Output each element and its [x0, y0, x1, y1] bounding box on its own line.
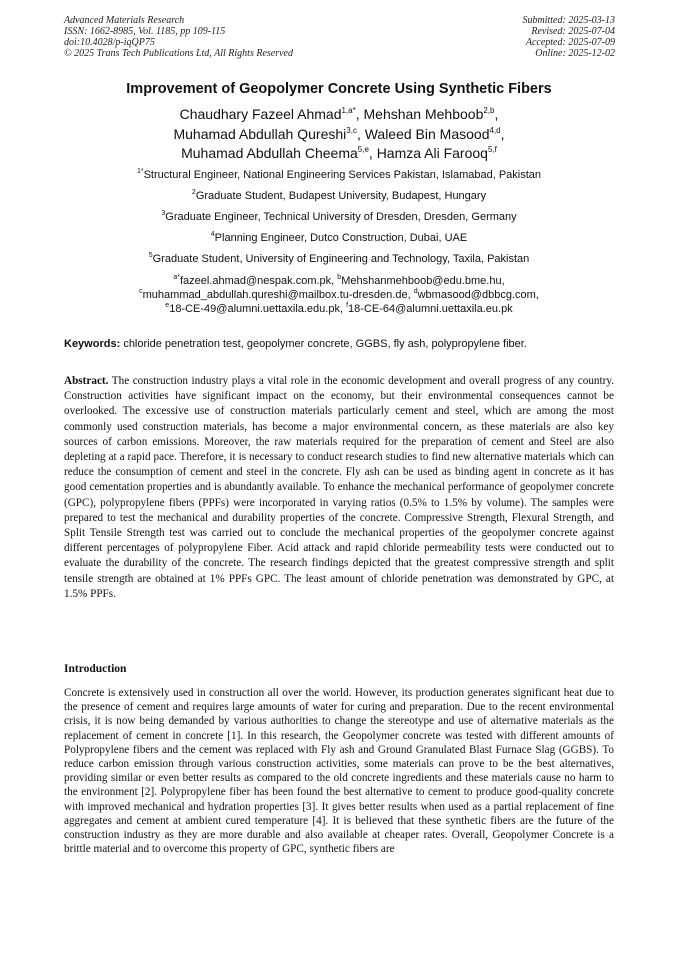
email-list	[0, 274, 678, 316]
affiliation-list	[0, 167, 678, 272]
author-name: Chaudhary Fazeel Ahmad	[179, 106, 342, 122]
email-link[interactable]: wbmasood@dbbcg.com,	[417, 289, 539, 301]
email-link[interactable]: Mehshanmehboob@edu.bme.hu,	[341, 275, 505, 287]
issn-line: ISSN: 1662-8985, Vol. 1185, pp 109-115	[64, 26, 226, 37]
affiliation-4	[0, 230, 678, 251]
email-line-1	[0, 274, 678, 288]
keywords	[64, 337, 624, 351]
affiliation-3	[0, 209, 678, 230]
journal-header-right	[523, 15, 616, 59]
author-line-2: Muhamad Abdullah Qureshi$^{3,c}$, Waleed Bin Masood$^{4,d}$,	[173, 125, 505, 142]
revised-date: Revised: 2025-07-04	[531, 26, 615, 37]
author-affil-mark: 5,f	[487, 145, 497, 154]
paper-title: Improvement of Geopolymer Concrete Using Synthetic Fibers	[126, 81, 552, 97]
email-line-2	[0, 288, 678, 302]
author-affil-mark: 4,d	[489, 125, 501, 135]
email-link[interactable]: 18-CE-49@alumni.uettaxila.edu.pk,	[169, 303, 344, 315]
section-heading-introduction: Introduction	[64, 663, 127, 675]
author-name: Muhamad Abdullah Qureshi	[173, 125, 347, 142]
abstract	[64, 374, 614, 602]
affiliation-mark: 4	[210, 231, 215, 238]
author-affil-mark: 3,c	[346, 125, 357, 135]
email-mark: c	[139, 288, 143, 295]
author-name: Waleed Bin Masood	[364, 125, 490, 142]
email-line-3	[0, 302, 678, 316]
email-mark: a*	[173, 274, 180, 281]
journal-name: Advanced Materials Research	[64, 15, 185, 26]
email-mark: f	[346, 302, 349, 309]
affiliation-text: Planning Engineer, Dutco Construction, Dubai, UAE	[214, 232, 468, 244]
affiliation-5	[0, 251, 678, 272]
affiliation-text: Structural Engineer, National Engineering Services Pakistan, Islamabad, Pakistan	[143, 169, 542, 181]
author-list	[0, 105, 678, 164]
affiliation-mark: 3	[161, 210, 166, 217]
email-mark: e	[165, 302, 170, 309]
journal-header-left	[64, 15, 293, 59]
accepted-date: Accepted: 2025-07-09	[525, 37, 615, 48]
affiliation-mark: 5	[148, 252, 153, 259]
submitted-date: Submitted: 2025-03-13	[522, 15, 615, 26]
affiliation-2	[0, 188, 678, 209]
author-name: Mehshan Mehboob	[363, 106, 484, 122]
introduction-body: Concrete is extensively used in construction all over the world. However, its production generates significant heat due to the presence of cement and requires large amounts of water for curing and preparation. Due to the recent environmental crisis, it is now being demanded by various authorities to change the stereotype and use of alternative materials as the replacement of cement in concrete [1]. In this research, the Geopolymer concrete was tested with different amounts of Polypropylene fibers and the cement was replaced with Fly ash and Ground Granulated Blast Furnace Slag (GGBS). To reduce carbon emission through various construction activities, some materials can prove to be the best alternatives, providing similar or even better results as compared to the old concrete ingredients and these materials cause no harm to the environment [2]. Polypropylene fiber has been found the best alternative to cement to produce good-quality concrete with improved mechanical and hydration properties [3]. It gives better results when used as a partial replacement of fine aggregates and cement at ambient cured temperature [4]. It is believed that these synthetic fibers are the future of the construction industry as they are more durable and also available at cheaper rates. Overall, Geopolymer Concrete is a brittle material and to overcome this property of GPC, synthetic fibers are	[64, 687, 614, 856]
affiliation-mark: 2	[191, 189, 196, 196]
email-mark: d	[413, 288, 418, 295]
author-affil-mark: 2,b	[483, 106, 495, 115]
copyright-line: © 2025 Trans Tech Publications Ltd, All Rights Reserved	[64, 48, 293, 59]
email-link[interactable]: 18-CE-64@alumni.uettaxila.eu.pk	[348, 303, 513, 315]
author-line-3: Muhamad Abdullah Cheema$^{5,e}$, Hamza Ali Farooq$^{5,f}$	[181, 145, 497, 161]
abstract-label: Abstract.	[64, 375, 109, 387]
email-link[interactable]: fazeel.ahmad@nespak.com.pk,	[179, 275, 335, 287]
author-affil-mark: 1,a*	[341, 106, 356, 115]
author-name: Muhamad Abdullah Cheema	[181, 145, 358, 161]
affiliation-text: Graduate Student, University of Engineering and Technology, Taxila, Pakistan	[152, 253, 530, 265]
email-link[interactable]: muhammad_abdullah.qureshi@mailbox.tu-dresden.de,	[142, 289, 411, 301]
affiliation-text: Graduate Student, Budapest University, Budapest, Hungary	[195, 190, 487, 202]
affiliation-1	[0, 167, 678, 188]
abstract-text: The construction industry plays a vital role in the economic development and overall progress of any country. Construction activities have significant impact on the economy, but their environmental consequences cannot be overlooked. The excessive use of construction materials particularly cement and steel, which are among the most commonly used construction materials, has become a major environmental concern, as these materials are also key sources of carbon emissions. Moreover, the raw materials required for the preparation of cement and Steel are also depleting at a rapid pace. Therefore, it is necessary to conduct research studies to find new alternative materials which can reduce the consumption of cement and steel in the concrete. Fly ash can be used as binding agent in concrete as it has good cementation properties and is abundantly available. To enhance the mechanical performance of geopolymer concrete (GPC), polypropylene fibers (PPFs) were incorporated in varying ratios (0.5% to 1.5% by volume). The samples were prepared to test the mechanical and durability properties of the concrete. Compressive Strength, Flexural Strength, and Split Tensile Strength test was carried out to conclude the mechanical properties of the geopolymer concrete against different percentages of polypropylene Fiber. Acid attack and rapid chloride permeability tests were conducted out to evaluate the durability of the concrete. The research findings depicted that the greatest compressive strength and split tensile strength are obtained at 1% PPFs GPC. The least amount of chloride penetration was demonstrated by GPC, at 1.5% PPFs.	[64, 375, 614, 600]
author-line-1: Chaudhary Fazeel Ahmad$^{1,a*}$, Mehshan Mehboob$^{2,b}$,	[179, 106, 499, 122]
affiliation-mark: 1*	[136, 168, 144, 175]
affiliation-text: Graduate Engineer, Technical University of Dresden, Dresden, Germany	[165, 211, 517, 223]
author-name: Hamza Ali Farooq	[376, 145, 488, 161]
online-date: Online: 2025-12-02	[535, 48, 615, 59]
keywords-text: chloride penetration test, geopolymer concrete, GGBS, fly ash, polypropylene fiber.	[123, 338, 527, 350]
email-mark: b	[337, 274, 342, 281]
keywords-label: Keywords:	[64, 338, 121, 350]
author-affil-mark: 5,e	[357, 145, 369, 154]
doi-line[interactable]: doi:10.4028/p-iqQP75	[64, 37, 155, 48]
